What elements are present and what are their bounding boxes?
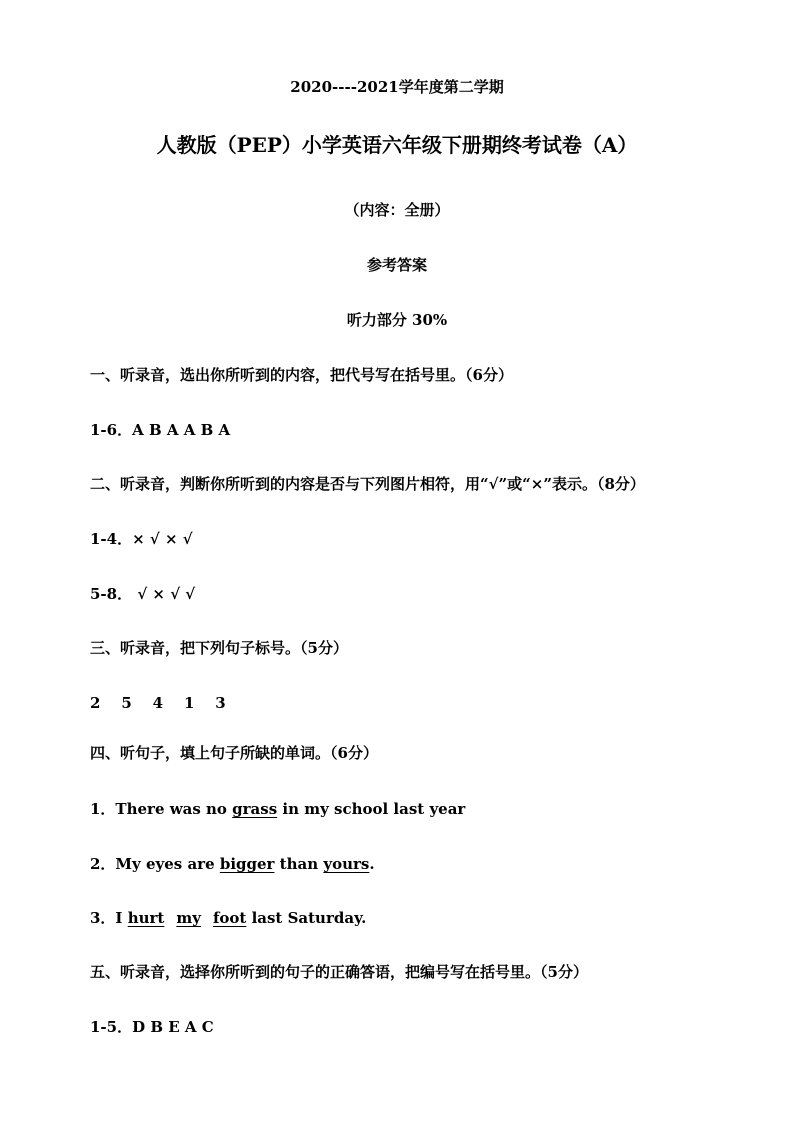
answer-word: hurt <box>127 909 165 927</box>
answer-key-label: 参考答案 <box>366 256 427 274</box>
sentence-text: than <box>274 855 324 873</box>
exam-title: 人教版（PEP）小学英语六年级下册期终考试卷（A） <box>156 133 638 157</box>
answer-word: yours <box>323 855 370 873</box>
sentence-text: 2．My eyes are <box>90 855 220 873</box>
sentence-text: . <box>369 855 375 873</box>
section-1-answers: 1-6．A B A A B A <box>90 421 231 439</box>
answer-word: my <box>176 909 201 927</box>
school-year: 2020----2021学年度第二学期 <box>290 78 504 96</box>
listening-section-label: 听力部分 30% <box>346 311 448 329</box>
answer-word: bigger <box>219 855 275 873</box>
section-1-heading: 一、听录音，选出你所听到的内容，把代号写在括号里。（6分） <box>90 366 513 384</box>
section-3-answers: 2 5 4 1 3 <box>90 694 226 712</box>
answer-word: foot <box>212 909 247 927</box>
fill-in-sentence-1 <box>90 799 465 819</box>
section-5-answers: 1-5．D B E A C <box>90 1018 214 1036</box>
section-5-heading: 五、听录音，选择你所听到的句子的正确答语，把编号写在括号里。（5分） <box>90 963 588 981</box>
section-4-heading: 四、听句子，填上句子所缺的单词。（6分） <box>90 744 378 762</box>
sentence-text: in my school last year <box>277 800 466 818</box>
section-2-answers-b: 5-8． √ × √ √ <box>90 585 196 603</box>
sentence-text: last Saturday. <box>246 909 367 927</box>
answer-word: grass <box>232 800 278 818</box>
fill-in-sentence-2 <box>90 854 375 874</box>
section-2-heading: 二、听录音，判断你所听到的内容是否与下列图片相符，用“√”或“×”表示。（8分） <box>90 475 645 493</box>
fill-in-sentence-3 <box>90 908 366 928</box>
section-3-heading: 三、听录音，把下列句子标号。（5分） <box>90 639 348 657</box>
sentence-text: 1．There was no <box>90 800 233 818</box>
section-2-answers-a: 1-4．× √ × √ <box>90 530 193 548</box>
exam-scope: （内容：全册） <box>344 201 450 219</box>
sentence-text: 3．I <box>90 909 128 927</box>
